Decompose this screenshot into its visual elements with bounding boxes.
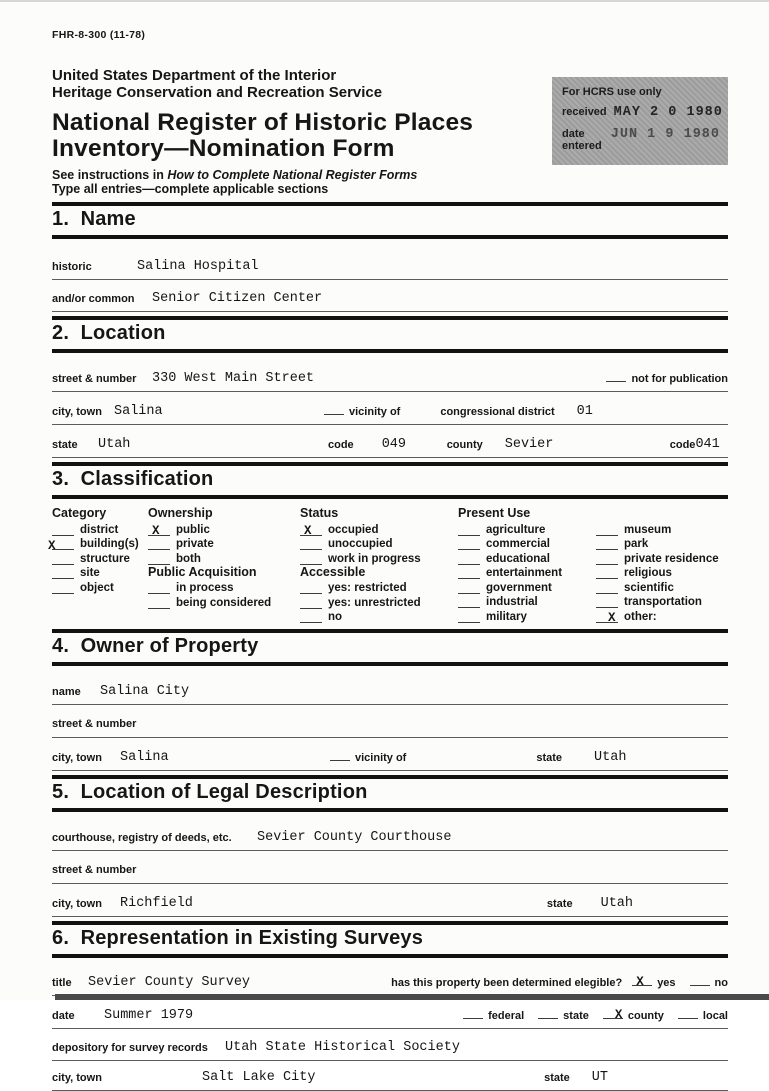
- educational-label: educational: [486, 552, 550, 565]
- owner-vicinity-label: vicinity of: [355, 752, 407, 764]
- city-town-row: [52, 405, 728, 425]
- x-mark: X: [304, 524, 312, 538]
- depository-row: [52, 1041, 728, 1061]
- owner-city-field[interactable]: Salina: [120, 750, 169, 765]
- museum-label: museum: [624, 523, 672, 536]
- legal-state-label: state: [546, 898, 573, 910]
- not-for-publication-checkbox[interactable]: [606, 372, 626, 382]
- survey-title-label: title: [52, 977, 72, 989]
- x-mark: X: [48, 538, 56, 553]
- checkbox-structure: [52, 550, 148, 565]
- owner-name-row: [52, 685, 728, 705]
- status-header: Status: [300, 506, 339, 520]
- checkbox-agriculture: [458, 521, 596, 536]
- form-number: FHR-8-300 (11-78): [52, 29, 146, 41]
- being-considered-label: being considered: [176, 596, 272, 609]
- instructions-line-2: Type all entries—complete applicable sections: [52, 181, 329, 196]
- checkbox-yes-restricted: [300, 580, 458, 595]
- legal-state-field[interactable]: Utah: [600, 896, 633, 911]
- industrial-checkbox[interactable]: [458, 599, 480, 608]
- courthouse-label: courthouse, registry of deeds, etc.: [52, 832, 232, 844]
- educational-checkbox[interactable]: [458, 556, 480, 565]
- structure-label: structure: [80, 552, 130, 565]
- yes-restricted-label: yes: restricted: [328, 582, 407, 594]
- public-acquisition-header: Public Acquisition: [148, 564, 257, 579]
- ownership-header: Ownership: [148, 506, 213, 520]
- section-6-heading: 6. Representation in Existing Surveys: [52, 921, 728, 958]
- category-header: Category: [52, 506, 107, 520]
- section-3-heading: 3. Classification: [52, 462, 728, 499]
- county-field[interactable]: Sevier: [504, 437, 554, 452]
- county-code-field[interactable]: 041: [695, 437, 720, 452]
- district-checkbox[interactable]: [52, 527, 74, 536]
- agency-name: [52, 68, 728, 101]
- section-1-heading: 1. Name: [52, 202, 728, 239]
- code-label: code: [328, 439, 354, 451]
- other-checkbox[interactable]: [596, 611, 618, 625]
- other-label: other:: [624, 610, 657, 623]
- site-label: site: [80, 567, 100, 579]
- survey-date-field[interactable]: Summer 1979: [104, 1008, 194, 1023]
- state-label: state: [52, 439, 78, 451]
- transportation-checkbox[interactable]: [596, 599, 618, 608]
- agriculture-label: agriculture: [486, 523, 546, 536]
- agriculture-checkbox[interactable]: [458, 527, 480, 536]
- checkbox-yes-unrestricted: [300, 594, 458, 609]
- courthouse-row: [52, 831, 728, 851]
- site-checkbox[interactable]: [52, 570, 74, 579]
- present-use-header: Present Use: [458, 506, 531, 520]
- district-label: district: [80, 523, 119, 536]
- checkbox-public: [148, 521, 300, 536]
- section-4-heading: 4. Owner of Property: [52, 629, 728, 666]
- object-label: object: [80, 581, 114, 594]
- both-checkbox[interactable]: [148, 556, 170, 565]
- common-name-row: [52, 292, 728, 312]
- commercial-checkbox[interactable]: [458, 541, 480, 550]
- state-survey-checkbox[interactable]: [538, 1009, 558, 1019]
- unoccupied-checkbox[interactable]: [300, 541, 322, 550]
- survey-title-field[interactable]: Sevier County Survey: [88, 975, 251, 990]
- not-for-publication-label: not for publication: [631, 373, 728, 385]
- checkbox-educational: [458, 550, 596, 565]
- present-use-column-2: [596, 506, 728, 623]
- work-in-progress-label: work in progress: [328, 552, 421, 565]
- street-number-field[interactable]: 330 West Main Street: [152, 371, 315, 386]
- state-survey-label: state: [563, 1010, 589, 1022]
- occupied-checkbox[interactable]: [300, 524, 322, 538]
- owner-city-row: [52, 751, 728, 771]
- common-label: and/or common: [52, 293, 135, 305]
- entertainment-label: entertainment: [486, 567, 563, 579]
- religious-label: religious: [624, 567, 672, 579]
- checkbox-district: [52, 521, 148, 536]
- title-line-1: National Register of Historic Places: [52, 109, 474, 136]
- owner-vicinity-checkbox[interactable]: [330, 751, 350, 761]
- checkbox-transportation: [596, 594, 728, 609]
- government-label: government: [486, 581, 552, 594]
- checkbox-park: [596, 536, 728, 551]
- eligible-no-label: no: [714, 977, 728, 989]
- survey-title-row: [52, 976, 728, 996]
- checkbox-museum: [596, 521, 728, 536]
- survey-city-field[interactable]: Salt Lake City: [202, 1070, 316, 1085]
- legal-street-row: [52, 864, 728, 884]
- private-residence-checkbox[interactable]: [596, 556, 618, 565]
- congressional-district-field[interactable]: 01: [576, 404, 593, 419]
- eligible-question: has this property been determined elegible?: [391, 977, 623, 989]
- legal-city-row: [52, 897, 728, 917]
- form-instructions: [52, 169, 728, 196]
- checkbox-unoccupied: [300, 536, 458, 551]
- unoccupied-label: unoccupied: [328, 538, 393, 550]
- park-label: park: [624, 538, 649, 550]
- checkbox-commercial: [458, 536, 596, 551]
- section-2-heading: 2. Location: [52, 316, 728, 353]
- survey-date-label: date: [52, 1010, 75, 1022]
- checkbox-private: [148, 536, 300, 551]
- instructions-line-1: See instructions in How to Complete National Register Forms: [52, 168, 418, 182]
- federal-label: federal: [488, 1010, 525, 1022]
- service-line: Heritage Conservation and Recreation Service: [52, 83, 383, 101]
- received-label: received: [562, 106, 607, 118]
- museum-checkbox[interactable]: [596, 527, 618, 536]
- yes-unrestricted-label: yes: unrestricted: [328, 596, 421, 609]
- congressional-district-label: congressional district: [440, 406, 555, 418]
- eligible-no-checkbox[interactable]: [690, 976, 710, 986]
- checkbox-site: [52, 565, 148, 580]
- survey-state-field[interactable]: UT: [591, 1070, 608, 1085]
- industrial-label: industrial: [486, 596, 538, 608]
- x-mark: X: [614, 1007, 623, 1022]
- being-considered-checkbox[interactable]: [148, 600, 170, 609]
- owner-street-label: street & number: [52, 718, 137, 730]
- yes-restricted-checkbox[interactable]: [300, 585, 322, 594]
- owner-name-label: name: [52, 686, 81, 698]
- vicinity-checkbox[interactable]: [324, 405, 344, 415]
- object-checkbox[interactable]: [52, 585, 74, 594]
- code-label: code: [669, 439, 696, 451]
- common-value-field[interactable]: Senior Citizen Center: [152, 291, 323, 306]
- legal-city-label: city, town: [52, 898, 102, 910]
- county-label: county: [446, 439, 483, 451]
- depository-field[interactable]: Utah State Historical Society: [225, 1040, 460, 1055]
- work-in-progress-checkbox[interactable]: [300, 556, 322, 565]
- checkbox-in-process: [148, 580, 300, 595]
- checkbox-occupied: [300, 521, 458, 536]
- owner-city-label: city, town: [52, 752, 102, 764]
- no-access-checkbox[interactable]: [300, 614, 322, 623]
- checkbox-private-residence: [596, 550, 728, 565]
- historic-value-field[interactable]: Salina Hospital: [137, 259, 259, 274]
- scientific-label: scientific: [624, 581, 674, 594]
- present-use-spacer: [596, 506, 728, 521]
- hcrs-use-only-label: For HCRS use only: [562, 86, 662, 98]
- commercial-label: commercial: [486, 538, 550, 550]
- city-town-label: city, town: [52, 406, 102, 418]
- ownership-column: [148, 506, 300, 623]
- public-checkbox[interactable]: [148, 524, 170, 538]
- depository-label: depository for survey records: [52, 1042, 208, 1054]
- public-label: public: [176, 523, 210, 536]
- accessible-header: Accessible: [300, 564, 366, 579]
- checkbox-both: [148, 550, 300, 565]
- street-number-label: street & number: [52, 373, 137, 385]
- checkbox-being-considered: [148, 594, 300, 609]
- both-label: both: [176, 552, 201, 565]
- eligible-yes-label: yes: [657, 977, 676, 989]
- federal-checkbox[interactable]: [463, 1009, 483, 1019]
- checkbox-entertainment: [458, 565, 596, 580]
- category-column: [48, 506, 148, 623]
- buildings-checkbox[interactable]: [48, 538, 74, 553]
- county-survey-label: county: [627, 1010, 664, 1022]
- vicinity-label: vicinity of: [349, 406, 401, 418]
- checkbox-object: [52, 579, 148, 594]
- owner-state-field[interactable]: Utah: [594, 750, 627, 765]
- form-title: [52, 110, 728, 162]
- legal-street-label: street & number: [52, 864, 137, 876]
- status-column: [300, 506, 458, 623]
- occupied-label: occupied: [328, 523, 379, 536]
- government-checkbox[interactable]: [458, 585, 480, 594]
- entertainment-checkbox[interactable]: [458, 570, 480, 579]
- owner-name-field[interactable]: Salina City: [100, 684, 190, 699]
- courthouse-field[interactable]: Sevier County Courthouse: [257, 830, 452, 845]
- religious-checkbox[interactable]: [596, 570, 618, 579]
- survey-date-row: [52, 1009, 728, 1029]
- historic-name-row: [52, 260, 728, 280]
- eligible-yes-checkbox[interactable]: [632, 974, 652, 989]
- survey-city-row: [52, 1071, 728, 1091]
- present-use-column-1: [458, 506, 596, 623]
- owner-street-row: [52, 718, 728, 738]
- yes-unrestricted-checkbox[interactable]: [300, 600, 322, 609]
- private-residence-label: private residence: [624, 552, 719, 565]
- transportation-label: transportation: [624, 596, 702, 608]
- scientific-checkbox[interactable]: [596, 585, 618, 594]
- state-field[interactable]: Utah: [98, 437, 131, 452]
- date-entered-stamp: JUN 1 9 1980: [610, 127, 720, 142]
- received-date-stamp: MAY 2 0 1980: [613, 105, 723, 120]
- street-number-row: [52, 372, 728, 392]
- legal-city-field[interactable]: Richfield: [120, 896, 193, 911]
- owner-state-label: state: [536, 752, 563, 764]
- structure-checkbox[interactable]: [52, 556, 74, 565]
- buildings-label: building(s): [80, 538, 139, 550]
- in-process-label: in process: [176, 582, 234, 594]
- county-survey-checkbox[interactable]: [603, 1007, 623, 1022]
- private-checkbox[interactable]: [148, 541, 170, 550]
- state-code-field[interactable]: 049: [381, 437, 406, 452]
- checkbox-buildings: [48, 536, 148, 553]
- checkbox-other: [596, 608, 728, 623]
- department-line: United States Department of the Interior: [52, 67, 337, 84]
- in-process-checkbox[interactable]: [148, 585, 170, 594]
- military-label: military: [486, 610, 527, 623]
- survey-state-label: state: [544, 1072, 570, 1084]
- checkbox-work-in-progress: [300, 550, 458, 565]
- checkbox-government: [458, 579, 596, 594]
- instructions-italic: How to Complete National Register Forms: [167, 168, 418, 182]
- checkbox-no-access: [300, 609, 458, 624]
- x-mark: X: [608, 611, 616, 625]
- checkbox-religious: [596, 565, 728, 580]
- next-section-rule-partial: [55, 994, 769, 1000]
- historic-label: historic: [52, 261, 92, 273]
- classification-grid: [48, 506, 728, 629]
- park-checkbox[interactable]: [596, 541, 618, 550]
- date-entered-label: date entered: [562, 128, 602, 152]
- private-label: private: [176, 538, 214, 550]
- checkbox-industrial: [458, 594, 596, 609]
- state-county-row: [52, 438, 728, 458]
- survey-city-label: city, town: [52, 1072, 102, 1084]
- military-checkbox[interactable]: [458, 614, 480, 623]
- title-line-2: Inventory—Nomination Form: [52, 135, 395, 162]
- checkbox-military: [458, 608, 596, 623]
- x-mark: X: [152, 524, 160, 538]
- local-checkbox[interactable]: [678, 1009, 698, 1019]
- checkbox-scientific: [596, 579, 728, 594]
- x-mark: X: [636, 974, 644, 989]
- city-town-field[interactable]: Salina: [114, 404, 163, 419]
- section-5-heading: 5. Location of Legal Description: [52, 775, 728, 812]
- local-label: local: [702, 1010, 728, 1022]
- no-access-label: no: [328, 611, 343, 623]
